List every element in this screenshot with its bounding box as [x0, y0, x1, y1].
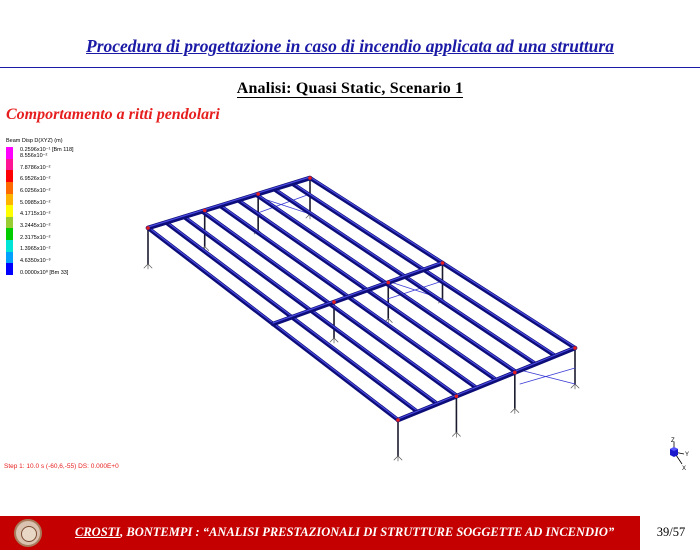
node-8: [332, 300, 336, 304]
support-r-9: [388, 319, 392, 323]
node-9: [386, 281, 390, 285]
slide-footer: [0, 516, 700, 550]
support-r-7: [575, 384, 579, 388]
support-r-5: [456, 432, 460, 436]
legend-label-5: 5.0985x10⁻²: [20, 200, 51, 206]
triad-x-label: X: [682, 466, 687, 472]
support-r-6: [515, 408, 519, 412]
legend-label-4: 6.0256x10⁻²: [20, 188, 51, 194]
legend-label-8: 2.3175x10⁻²: [20, 235, 51, 241]
node-3: [308, 176, 312, 180]
section-heading: Comportamento a ritti pendolari: [6, 106, 220, 123]
legend-title: Beam Disp D(XYZ) (m): [6, 138, 63, 144]
support-r-0: [148, 264, 152, 268]
support-l-0: [144, 264, 148, 268]
girder-hl-2: [398, 347, 575, 419]
node-4: [396, 418, 400, 422]
support-r-4: [398, 456, 402, 460]
node-10: [441, 261, 445, 265]
node-1: [203, 209, 207, 213]
university-seal-icon: [14, 519, 42, 547]
girder-2: [398, 348, 575, 420]
node-6: [513, 371, 517, 375]
node-2: [256, 192, 260, 196]
axis-triad-icon: [662, 434, 692, 474]
subtitle-text: Analisi: Quasi Static, Scenario 1: [236, 80, 464, 97]
title-divider: [0, 67, 700, 68]
structure-3d-viewport[interactable]: [0, 130, 700, 475]
footer-author-crosti: CROSTI: [75, 525, 121, 539]
support-l-8: [330, 338, 334, 342]
support-l-6: [511, 408, 515, 412]
legend-label-3: 6.9526x10⁻²: [20, 176, 51, 182]
legend-label-7: 3.2445x10⁻²: [20, 223, 51, 229]
page-number: 39/57: [656, 525, 686, 539]
legend-label-0: 0.2596x10⁻¹ [Bm 118]: [20, 147, 74, 153]
node-5: [455, 394, 459, 398]
triad-z-label: Z: [671, 438, 675, 444]
legend-label-2: 7.8786x10⁻²: [20, 165, 51, 171]
node-0: [146, 226, 150, 230]
footer-citation: [75, 525, 614, 540]
girder-1: [273, 263, 443, 324]
girder-hl-0: [148, 177, 310, 227]
node-7: [573, 346, 577, 350]
footer-citation-rest: , BONTEMPI : “ANALISI PRESTAZIONALI DI STRUTTURE SOGGETTE AD INCENDIO”: [120, 525, 615, 539]
girder-hl-1: [273, 262, 443, 323]
support-l-4: [394, 456, 398, 460]
legend-label-9: 1.3965x10⁻²: [20, 246, 51, 252]
analysis-step-status: Step 1: 10.0 s (-60,6,-55) DS: 0.000E+0: [4, 463, 119, 470]
steel-frame-model: [144, 176, 579, 461]
support-l-5: [452, 432, 456, 436]
legend-label-11: 0.0000x10⁰ [Bm 33]: [20, 270, 69, 276]
slide-subtitle: [0, 80, 700, 98]
legend-label-10: 4.6350x10⁻³: [20, 258, 51, 264]
support-r-8: [334, 338, 338, 342]
support-l-7: [571, 384, 575, 388]
legend-label-1: 8.556x10⁻²: [20, 153, 48, 159]
triad-y-label: Y: [685, 452, 690, 458]
legend-label-6: 4.1715x10⁻²: [20, 211, 51, 217]
slide-title: Procedura di progettazione in caso di incendio applicata ad una struttura: [86, 36, 614, 56]
